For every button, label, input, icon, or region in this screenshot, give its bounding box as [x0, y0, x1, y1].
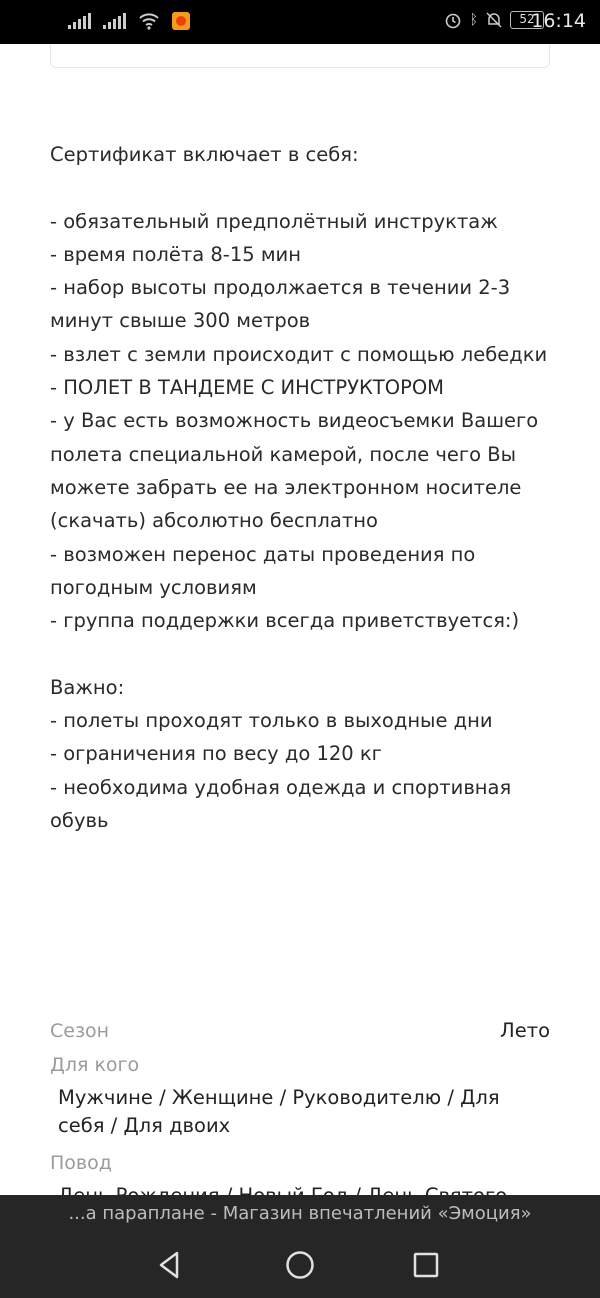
description-intro: Сертификат включает в себя: [50, 143, 359, 166]
include-item: - взлет с земли происходит с помощью лебедки [50, 342, 548, 366]
back-icon[interactable] [153, 1248, 187, 1282]
important-item: - полеты проходят только в выходные дни [50, 709, 493, 733]
recent-apps-icon[interactable] [409, 1248, 443, 1282]
status-bar [0, 0, 600, 44]
for-whom-value: Мужчине / Женщине / Руководителю / Для себя / Для двоих [58, 1086, 500, 1137]
include-item: - возможен перенос даты проведения по погодным условиям [50, 542, 476, 599]
product-description [50, 138, 555, 837]
status-left [68, 12, 190, 30]
wifi-icon [138, 12, 160, 30]
status-right [444, 11, 544, 29]
status-time: 16:14 [531, 10, 586, 32]
season-value: Лето [500, 1019, 550, 1042]
notification-app-icon [172, 12, 190, 30]
for-whom-label: Для кого [50, 1054, 140, 1076]
occasion-label: Повод [50, 1152, 112, 1174]
alarm-icon [444, 11, 462, 29]
important-title: Важно: [50, 675, 125, 699]
season-label: Сезон [50, 1020, 110, 1042]
include-item: - набор высоты продолжается в течении 2-3 минут свыше 300 метров [50, 276, 511, 333]
navigation-bar [0, 1232, 600, 1298]
bluetooth-icon: ᛒ [469, 12, 478, 28]
important-item: - необходима удобная одежда и спортивная обувь [50, 775, 512, 832]
season-row [50, 1016, 550, 1050]
include-item: - ПОЛЕТ В ТАНДЕМЕ С ИНСТРУКТОРОМ [50, 376, 444, 400]
important-item: - ограничения по весу до 120 кг [50, 742, 382, 766]
include-item: - у Вас есть возможность видеосъемки Вашего полета специальной камерой, после чего Вы можете забрать ее на электронном носителе (скачать) абсолютно бесплатно [50, 409, 539, 533]
signal-2-icon [103, 13, 126, 29]
product-properties [50, 1016, 550, 1210]
include-item: - группа поддержки всегда приветствуется:) [50, 609, 520, 633]
battery-icon: 52 [510, 11, 544, 29]
silent-bell-icon [486, 11, 502, 29]
home-icon[interactable] [283, 1248, 317, 1282]
include-item: - обязательный предполётный инструктаж [50, 209, 498, 233]
include-item: - время полёта 8-15 мин [50, 242, 301, 266]
signal-1-icon [68, 13, 91, 29]
page-title-bar[interactable]: ...а параплане - Магазин впечатлений «Эмоция» [0, 1195, 600, 1232]
card-bottom-edge [50, 44, 550, 68]
